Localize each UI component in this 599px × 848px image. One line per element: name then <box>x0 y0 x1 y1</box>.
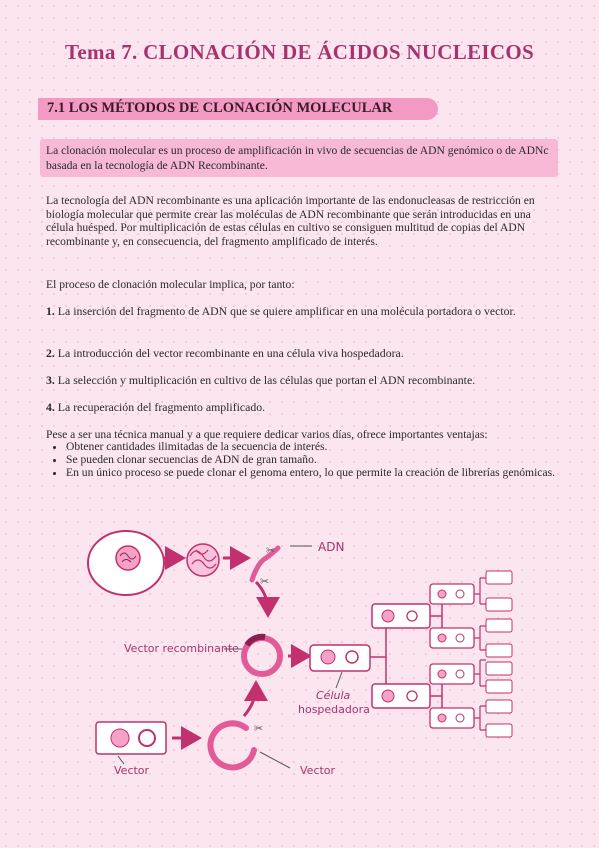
vector-right-pointer-line <box>260 752 290 768</box>
advantages-list <box>50 441 566 479</box>
highlight-text: La clonación molecular es un proceso de amplificación in vivo de secuencias de ADN genómico o de ADNc basada en la tecnología de ADN Recombinante. <box>46 144 549 172</box>
step-number: 3. <box>46 373 55 387</box>
section-title: 7.1 LOS MÉTODOS DE CLONACIÓN MOLECULAR <box>47 100 393 116</box>
dna-tangle-icon <box>187 544 219 576</box>
host-cell-icon <box>310 645 370 671</box>
label-vector-recombinante: Vector recombinante <box>124 642 239 655</box>
step-number: 2. <box>46 346 55 360</box>
cell-culture-level2 <box>372 604 430 708</box>
step-item <box>46 304 558 318</box>
open-plasmid-icon <box>210 722 263 767</box>
arrow-ligate-icon <box>244 686 256 716</box>
vector-left-pointer-line <box>118 756 124 764</box>
svg-text:✂: ✂ <box>266 544 276 557</box>
donor-cell-icon <box>88 531 164 595</box>
dna-fragment-icon <box>252 544 278 588</box>
step-number: 1. <box>46 304 55 318</box>
vector-source-cell-icon <box>96 722 166 754</box>
celula-pointer-line <box>336 672 342 688</box>
branch-lines-level2 <box>430 596 442 718</box>
paragraph-recombinant-technology: La tecnología del ADN recombinante es una aplicación importante de las endonucleasas de restricción en biología molecular que permite crear las moléculas de ADN recombinante que serán introducidas en una célula huésped. Por multiplicación de estas células en cultivo se consiguen multitud de copias del ADN recombinante y, en consecuencia, del fragmento amplificado de interés. <box>46 194 535 248</box>
cloning-diagram <box>0 515 599 805</box>
step-item <box>46 346 558 360</box>
step-text: La inserción del fragmento de ADN que se quiere amplificar en una molécula portadora o vector. <box>54 304 516 318</box>
list-item: • Obtener cantidades ilimitadas de la secuencia de interés. <box>66 441 566 454</box>
step-text: La recuperación del fragmento amplificado. <box>54 400 266 414</box>
label-hospedadora: hospedadora <box>298 703 370 716</box>
list-item: • En un único proceso se puede clonar el genoma entero, lo que permite la creación de librerías genómicas. <box>66 467 566 480</box>
advantages-intro: Pese a ser una técnica manual y a que requiere dedicar varios días, ofrece importantes ventajas: <box>46 428 488 441</box>
step-item <box>46 373 558 387</box>
step-text: La selección y multiplicación en cultivo de las células que portan el ADN recombinante. <box>54 373 476 387</box>
svg-text:✂: ✂ <box>260 575 270 588</box>
step-item <box>46 400 558 414</box>
label-celula: Célula <box>316 689 351 702</box>
branch-lines-level1 <box>370 627 386 690</box>
label-vector-right: Vector <box>300 764 336 777</box>
paragraph-process-intro: El proceso de clonación molecular implica, por tanto: <box>46 278 295 291</box>
step-number: 4. <box>46 400 55 414</box>
step-text: La introducción del vector recombinante en una célula viva hospedadora. <box>54 346 404 360</box>
label-adn: ADN <box>318 540 345 554</box>
list-item: • Se pueden clonar secuencias de ADN de gran tamaño. <box>66 454 566 467</box>
page-title: Tema 7. CLONACIÓN DE ÁCIDOS NUCLEICOS <box>65 40 534 64</box>
label-vector-left: Vector <box>114 764 150 777</box>
cell-culture-level4 <box>486 571 512 737</box>
branch-lines-level3 <box>474 578 486 730</box>
cell-culture-level3 <box>430 584 474 728</box>
recombinant-plasmid-icon <box>244 637 280 674</box>
svg-text:✂: ✂ <box>254 722 264 735</box>
